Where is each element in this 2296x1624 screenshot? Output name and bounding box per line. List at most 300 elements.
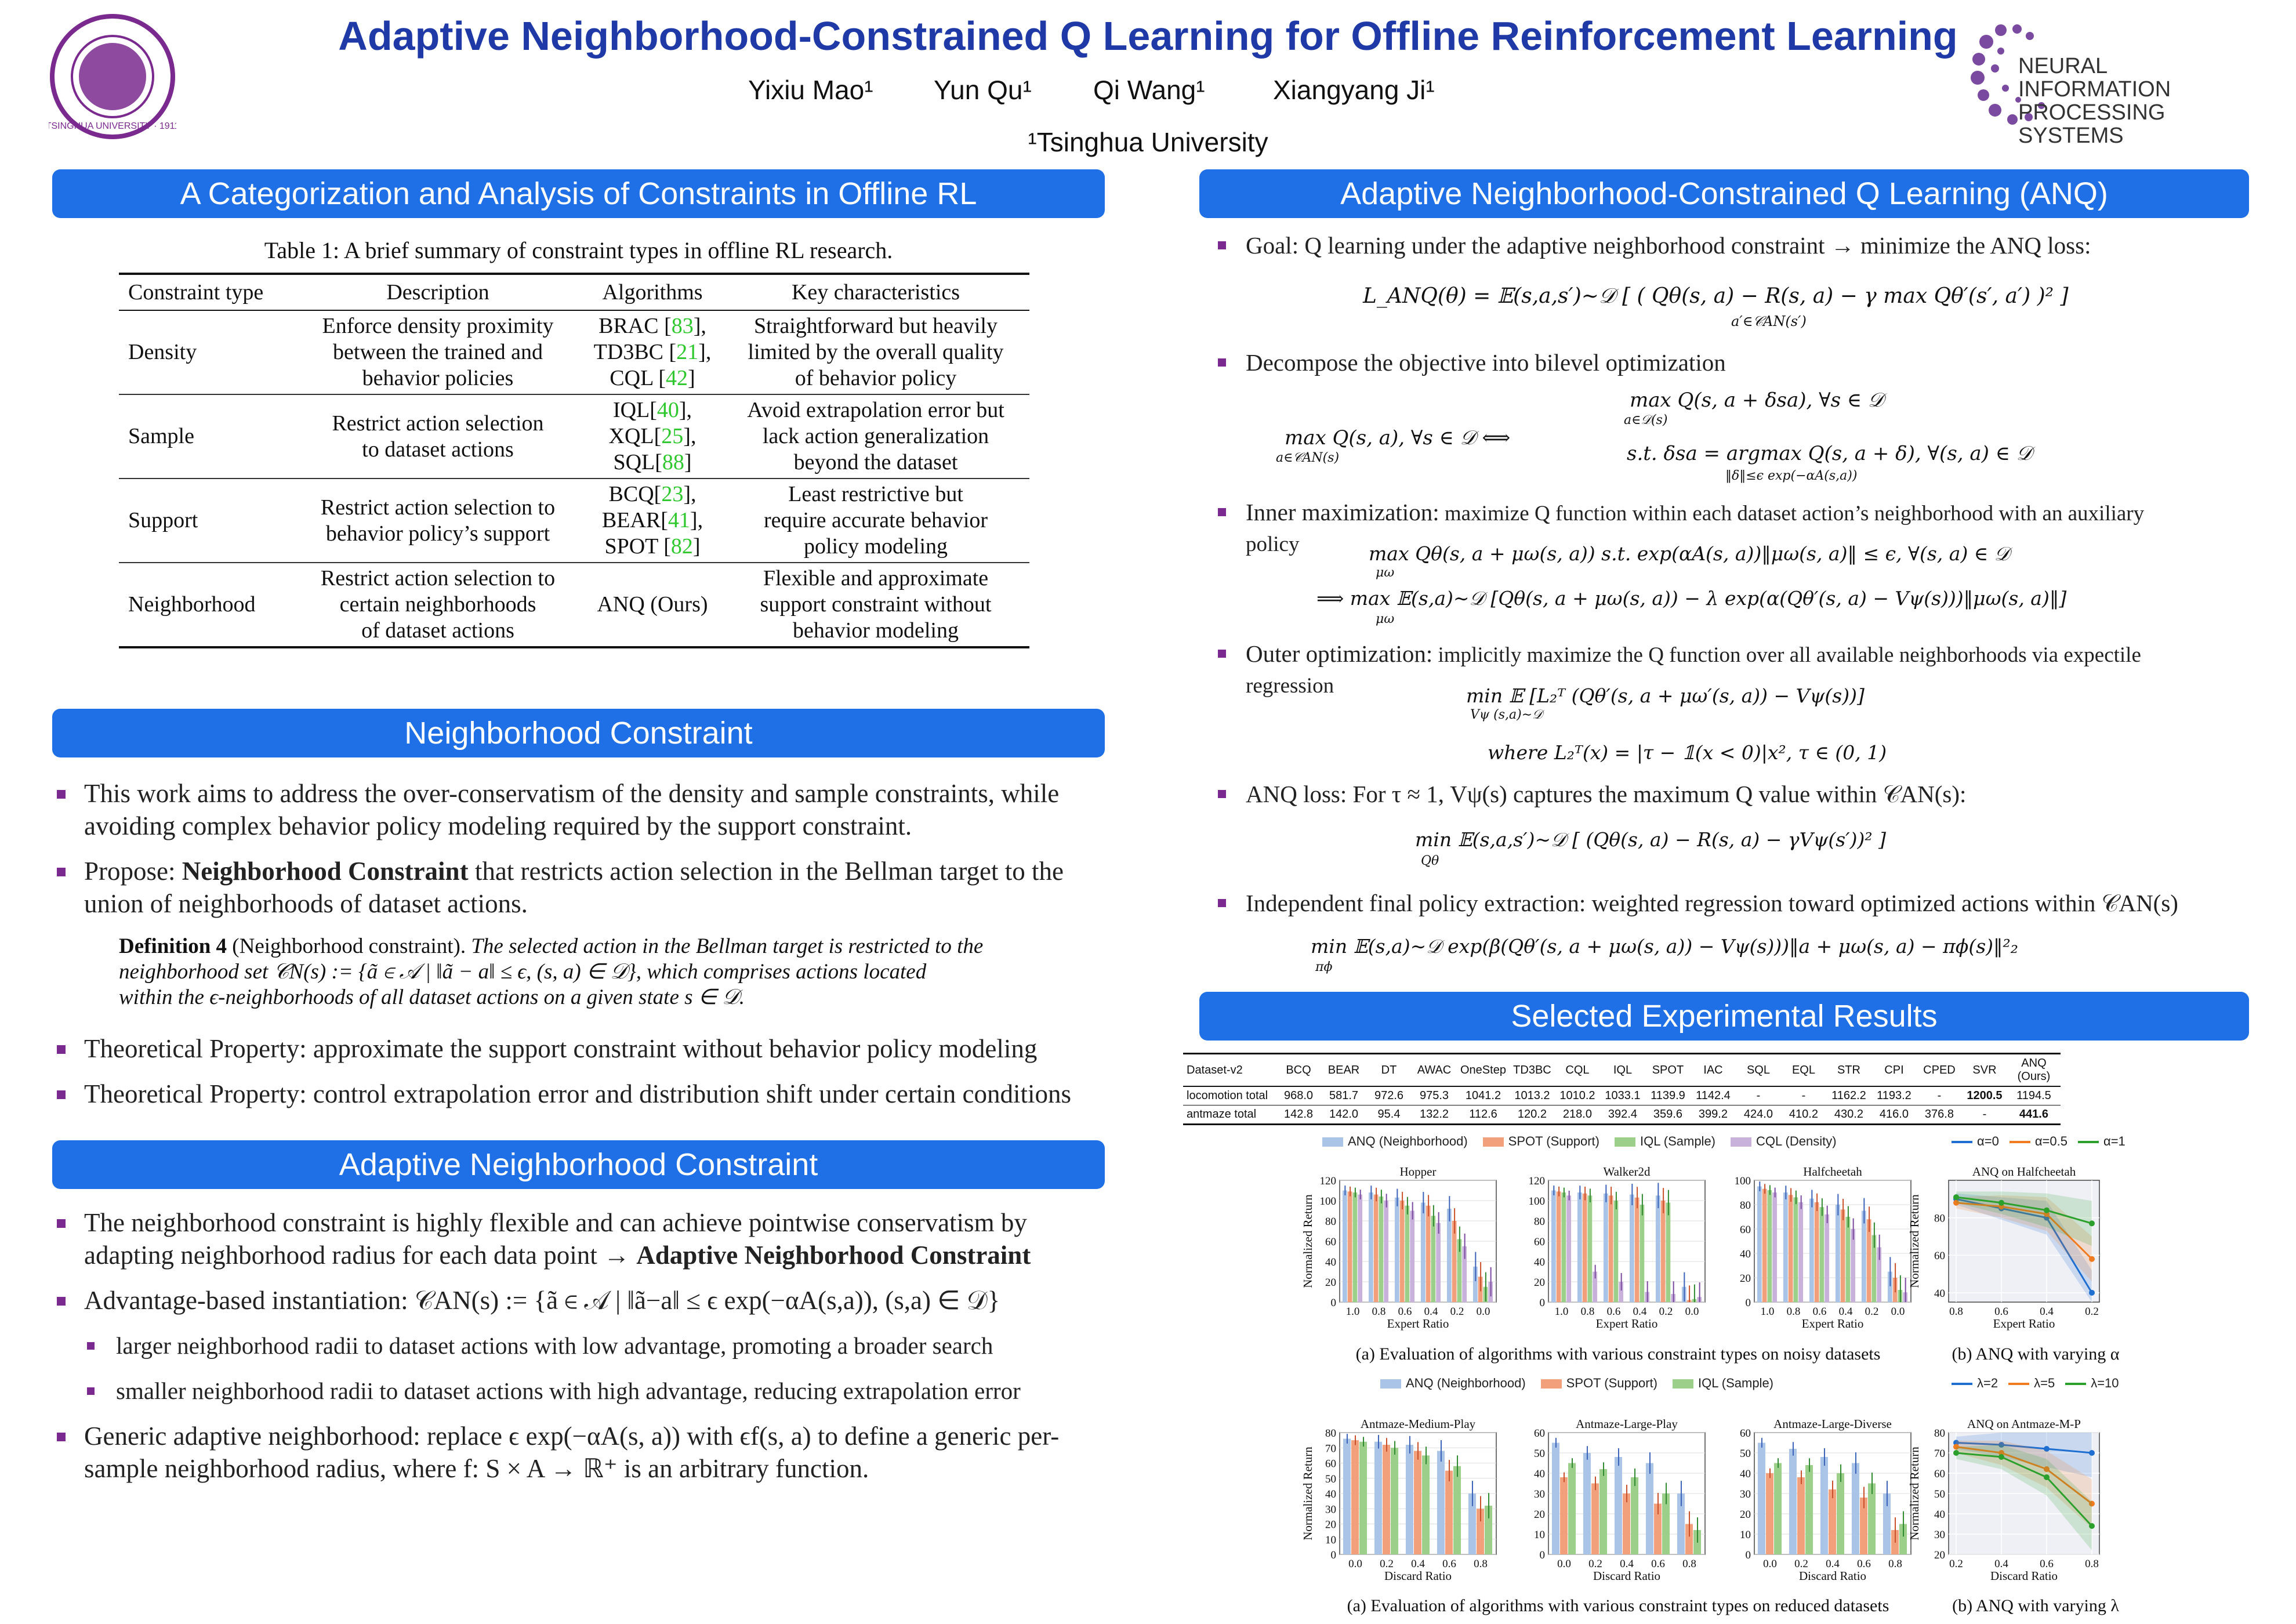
bar [1374,1442,1382,1554]
table1-alg-line [592,339,713,365]
bar [1374,1195,1379,1303]
bar [1369,1192,1373,1302]
table1-row [119,394,1029,478]
bar [1825,1215,1829,1302]
bar [1666,1203,1671,1303]
inner-text: maximize Q function within each dataset action’s neighborhood with an auxiliary [1439,502,2145,525]
bar [1852,1463,1859,1555]
table2-cell: 1200.5 [1962,1086,2007,1105]
y-tick-label: 50 [1325,1473,1336,1485]
table1-alg-cite[interactable]: 83 [671,314,694,338]
bar [1757,1187,1762,1303]
x-tick-label: 0.0 [1763,1558,1777,1570]
bar [1862,1211,1866,1303]
eq-anq-goal: L_ANQ(θ) = 𝔼(s,a,s′)∼𝒟 [ ( Qθ(s, a) − R(s, a) − γ max Qθ′(s′, a′) )² ] [1363,284,2069,308]
bar [1348,1191,1352,1302]
legend2-spot-label: SPOT (Support) [1566,1376,1657,1390]
table2-row [1183,1105,2061,1125]
table1-key-line: support constraint without [760,592,992,617]
bar [1447,1209,1452,1302]
x-axis-label: Expert Ratio [1387,1317,1449,1331]
bar [1762,1189,1767,1302]
bar [1410,1211,1414,1303]
chart-title: Antmaze-Large-Diverse [1773,1417,1892,1431]
table1-header-algs: Algorithms [583,274,722,310]
bar [1789,1195,1793,1302]
author-4: Xiangyang Ji¹ [1273,75,1435,105]
y-tick-label: 120 [1319,1175,1336,1187]
table1-alg-cite[interactable]: 42 [666,366,688,390]
table1-cell-type: Support [119,478,293,563]
table1-desc-line: of dataset actions [361,618,514,643]
table2-cell: 376.8 [1917,1105,1962,1125]
bar [1809,1199,1814,1303]
bar [1820,1457,1828,1554]
table2-cell: 132.2 [1412,1105,1457,1125]
x-tick-label: 0.2 [1450,1306,1464,1318]
table2-cell: 218.0 [1555,1105,1600,1125]
eq-bilevel-st: s.t. δsa = argmax Q(s, a + δ), ∀(s, a) ∈ 𝒟 [1627,442,2032,465]
nc-bullet-2-pre: Propose: [84,857,182,886]
table1-row [119,563,1029,647]
eq-anq-loss-sub: Qθ [1421,854,1439,868]
table2-cell: 975.3 [1412,1086,1457,1105]
bar [1551,1191,1556,1303]
definition-text-3: within the ϵ-neighborhoods of all dataset actions on a given state s ∈ 𝒟. [119,985,745,1009]
chart-row-noisy [1287,1157,2146,1343]
outer-text-2: regression [1246,674,1334,698]
bar-chart [1301,1165,1496,1331]
table1-alg-name: BRAC [ [599,314,672,338]
table1-alg-suffix: ], [693,314,706,338]
table1-alg-cite[interactable]: 88 [662,450,684,474]
y-tick-label: 30 [1325,1503,1336,1516]
table2-header: OneStep [1457,1054,1510,1087]
data-point [2089,1523,2095,1529]
bar [1774,1463,1782,1555]
x-axis-label: Discard Ratio [1990,1569,2058,1583]
chart-title: ANQ on Antmaze-M-P [1967,1417,2081,1431]
table2-header: SVR [1962,1054,2007,1087]
table1-alg-name: CQL [ [610,366,666,390]
data-point [1953,1450,1959,1456]
author-1: Yixiu Mao¹ [748,75,873,105]
x-tick-label: 0.6 [1857,1558,1871,1570]
bar [1351,1440,1359,1554]
table1-alg-name: BEAR[ [601,508,668,532]
table2-cell: 392.4 [1600,1105,1645,1125]
x-tick-label: 1.0 [1554,1306,1569,1318]
table1-alg-line [592,507,713,534]
line-chart [1907,1417,2099,1583]
x-axis-label: Expert Ratio [1801,1317,1864,1331]
bar [1343,1191,1347,1303]
table1-desc-line: Enforce density proximity [322,314,554,338]
table2-cell: 441.6 [2007,1105,2061,1125]
table2-cell: 410.2 [1781,1105,1826,1125]
x-tick-label: 0.2 [1659,1306,1673,1318]
bar-chart [1529,1165,1706,1331]
y-axis-label: Normalized Return [1907,1447,1921,1540]
bar [1604,1194,1608,1302]
bar [1783,1192,1788,1302]
chart-title: Antmaze-Medium-Play [1360,1417,1476,1431]
bar [1406,1445,1413,1554]
bar [1414,1451,1421,1555]
table2-header: SPOT [1645,1054,1691,1087]
table1-cell-type: Neighborhood [119,563,293,647]
y-tick-label: 0 [1330,1297,1336,1309]
bar [1422,1455,1430,1554]
y-tick-label: 30 [1934,1529,1945,1541]
table1-cell-key [722,394,1029,478]
legend-lambda-10 [2065,1376,2119,1391]
table1-alg-cite[interactable]: 40 [656,398,679,422]
table2-cell: locomotion total [1183,1086,1276,1105]
legend-lambda-2-label: λ=2 [1977,1376,1998,1390]
table1-alg-line [592,423,713,449]
eq-bilevel-top-sub: a∈𝒟(s) [1624,413,1668,427]
bar [1829,1489,1836,1554]
x-tick-label: 0.6 [1442,1558,1456,1570]
anc-bullet-3: Generic adaptive neighborhood: replace ϵ exp(−αA(s, a)) with ϵf(s, a) to define a generic per-sample neighborhood radius, where f: S × A → ℝ⁺ is an arbitrary function. [52,1420,1113,1485]
table1-alg-suffix: ], [683,424,697,448]
y-tick-label: 30 [1534,1488,1545,1500]
caption-noisy-b: (b) ANQ with varying α [1952,1344,2120,1364]
table2-cell: 581.7 [1321,1086,1366,1105]
anq-loss-text: ANQ loss: For τ ≈ 1, Vψ(s) captures the maximum Q value within 𝒞AN(s): [1246,781,1967,807]
legend-spot [1483,1134,1599,1149]
bar [1789,1449,1797,1554]
y-tick-label: 60 [1740,1427,1751,1440]
bar [1383,1445,1390,1554]
bar [1421,1203,1426,1303]
plot-frame [1754,1180,1911,1302]
table1-alg-name: TD3BC [ [593,340,677,364]
legend-cql [1731,1134,1837,1149]
y-tick-label: 20 [1534,1277,1545,1289]
eq-bilevel-top: max Q(s, a + δsa), ∀s ∈ 𝒟 [1630,389,1884,412]
bar [1635,1198,1640,1302]
y-tick-label: 40 [1534,1256,1545,1268]
table1-alg-line [592,449,713,476]
bar [1436,1223,1441,1303]
table1-key-line: Least restrictive but [788,482,963,506]
bar [1568,1463,1576,1555]
bar [1846,1217,1851,1302]
extraction-bullet [1218,889,2262,918]
neurips-logo-line2: PROCESSING SYSTEMS [2018,100,2166,148]
data-point [2044,1208,2050,1213]
eq-inner-sub-1: μω [1376,566,1395,580]
table1-alg-line [592,313,713,339]
legend2-spot [1541,1376,1657,1391]
y-tick-label: 10 [1740,1529,1751,1541]
legend-anq-label: ANQ (Neighborhood) [1348,1134,1468,1148]
y-tick-label: 20 [1325,1518,1336,1531]
table1-cell-desc [293,394,583,478]
bar [1766,1473,1773,1554]
legend-row-2 [1380,1376,1773,1391]
table2-header: Dataset-v2 [1183,1054,1276,1087]
table2-header: SQL [1736,1054,1781,1087]
legend-alpha-05 [2010,1134,2068,1149]
neighborhood-bullets-2 [52,1032,1113,1123]
table2-row [1183,1086,2061,1105]
table1-alg-line [592,534,713,560]
x-axis-label: Discard Ratio [1593,1569,1661,1583]
outer-label: Outer optimization: [1246,640,1433,667]
table1-cell-key [722,478,1029,563]
table1-caption: Table 1: A brief summary of constraint types in offline RL research. [264,237,893,263]
bar [1359,1442,1367,1554]
definition-text-2: neighborhood set 𝒞N(s) := {ã ∈ 𝒜 | ‖ã − a‖ ≤ ϵ, (s, a) ∈ 𝒟}, which comprises actions located [119,960,927,984]
nc-bullet-3: Theoretical Property: approximate the support constraint without behavior policy modeling [52,1032,1113,1065]
table1-alg-cite[interactable]: 25 [661,424,684,448]
y-tick-label: 20 [1534,1509,1545,1521]
bar [1640,1205,1645,1302]
table1-desc-line: to dataset actions [362,437,514,462]
y-axis-label: Normalized Return [1301,1194,1315,1288]
definition-4 [119,934,1105,1010]
definition-text-1: The selected action in the Bellman target is restricted to the [466,934,984,958]
table1-alg-line [592,592,713,618]
bar [1851,1229,1855,1302]
y-tick-label: 40 [1325,1488,1336,1500]
y-tick-label: 60 [1325,1458,1336,1470]
legend-iql [1615,1134,1715,1149]
bar [1794,1197,1798,1302]
table2-header: ANQ (Ours) [2007,1054,2061,1087]
table1-alg-name: BCQ[ [608,482,662,506]
table1-desc-line: certain neighborhoods [339,592,536,617]
bar [1566,1195,1571,1302]
table1-alg-suffix: ] [688,366,695,390]
legend-alpha [1952,1134,2125,1149]
anq-goal-text: Goal: Q learning under the adaptive neighborhood constraint → minimize the ANQ loss: [1246,232,2091,259]
x-tick-label: 0.4 [1620,1558,1634,1570]
y-axis-label: Normalized Return [1907,1194,1921,1288]
bar [1599,1469,1607,1554]
eq-anq-loss: min 𝔼(s,a,s′)∼𝒟 [ (Qθ(s, a) − R(s, a) − γVψ(s′))² ] [1415,828,1887,851]
x-tick-label: 0.4 [1994,1558,2008,1570]
table2-cell: 1139.9 [1645,1086,1691,1105]
anc-sub-1: larger neighborhood radii to dataset actions with low advantage, promoting a broader search [52,1329,1113,1362]
table2-cell: - [1917,1086,1962,1105]
bar [1630,1195,1634,1303]
table2-cell: 142.0 [1321,1105,1366,1125]
x-tick-label: 0.8 [1786,1306,1801,1318]
legend-iql-label: IQL (Sample) [1640,1134,1716,1148]
table1-cell-algs [583,310,722,394]
bar [1768,1190,1772,1302]
y-tick-label: 80 [1325,1427,1336,1440]
bar [1379,1197,1384,1302]
table1-alg-cite[interactable]: 23 [661,482,684,506]
x-tick-label: 0.8 [1682,1558,1696,1570]
x-tick-label: 0.4 [2040,1306,2054,1318]
bar [1797,1477,1805,1554]
x-tick-label: 0.4 [1838,1306,1853,1318]
table1-desc-line: Restrict action selection [332,411,544,436]
eq-inner-2: ⟹ max 𝔼(s,a)∼𝒟 [Qθ(s, a + μω(s, a)) − λ exp(α(Qθ′(s, a) − Vψ(s)))‖μω(s, a)‖] [1316,587,2067,610]
y-tick-label: 20 [1934,1549,1945,1561]
decompose-bullet [1218,348,2262,377]
table1-alg-cite[interactable]: 41 [668,508,690,532]
table1-key-line: limited by the overall quality [748,340,1004,364]
nc-bullet-4: Theoretical Property: control extrapolation error and distribution shift under certain conditions [52,1078,1113,1110]
bar [1656,1195,1660,1302]
table1 [119,273,1029,648]
eq-bilevel-left: max Q(s, a), ∀s ∈ 𝒟 ⟺ [1285,426,1511,449]
y-axis-label: Normalized Return [1301,1447,1315,1540]
x-tick-label: 0.8 [1949,1306,1963,1318]
table2-cell: - [1736,1086,1781,1105]
table1-alg-suffix: ] [684,450,692,474]
table1-alg-name: IQL[ [612,398,657,422]
table2-header: DT [1366,1054,1412,1087]
data-point [2089,1220,2095,1226]
bar [1588,1195,1593,1302]
table2-cell: 430.2 [1826,1105,1871,1125]
y-tick-label: 100 [1528,1195,1545,1208]
table2-cell: antmaze total [1183,1105,1276,1125]
bar [1646,1463,1653,1555]
chart-row-reduced [1287,1398,2146,1595]
table2-cell: 120.2 [1510,1105,1555,1125]
neurips-logo [1960,13,2262,148]
anc-bullet-2: Advantage-based instantiation: 𝒞AN(s) := {ã ∈ 𝒜 | ‖ã−a‖ ≤ ϵ exp(−αA(s,a)), (s,a) ∈ 𝒟} [52,1284,1113,1317]
y-tick-label: 80 [1934,1212,1945,1225]
y-tick-label: 40 [1534,1468,1545,1480]
nc-bullet-2 [52,855,1113,920]
bar [1609,1195,1613,1302]
section-title-anq: Adaptive Neighborhood-Constrained Q Learning (ANQ) [1199,169,2249,218]
bar [1837,1473,1844,1554]
table1-key-line: of behavior policy [795,366,957,390]
table1-alg-line [592,397,713,423]
legend-row-1 [1322,1134,1837,1149]
eq-inner-1: max Qθ(s, a + μω(s, a)) s.t. exp(αA(s, a))‖μω(s, a)‖ ≤ ϵ, ∀(s, a) ∈ 𝒟 [1369,542,2010,565]
section-title-neighborhood: Neighborhood Constraint [52,709,1105,757]
bar [1591,1484,1599,1555]
table1-alg-suffix: ], [698,340,712,364]
table1-cell-type: Density [119,310,293,394]
table2-header: BEAR [1321,1054,1366,1087]
y-tick-label: 0 [1330,1549,1336,1561]
x-tick-label: 0.4 [1411,1558,1425,1570]
table1-cell-algs [583,563,722,647]
y-tick-label: 60 [1740,1224,1751,1236]
legend-lambda [1952,1376,2119,1391]
table1-key-line: Straightforward but heavily [753,314,998,338]
table2-cell: 1013.2 [1510,1086,1555,1105]
legend-spot-label: SPOT (Support) [1508,1134,1599,1148]
table2-cell: 1142.4 [1691,1086,1736,1105]
legend-lambda-5 [2008,1376,2055,1391]
x-tick-label: 0.8 [1580,1306,1595,1318]
y-tick-label: 120 [1528,1175,1545,1187]
table1-cell-algs [583,394,722,478]
table1-desc-line: Restrict action selection to [320,495,556,520]
data-point [2089,1256,2095,1262]
definition-label: Definition 4 [119,934,227,958]
x-tick-label: 0.0 [1476,1306,1490,1318]
table1-alg-cite[interactable]: 82 [670,534,693,559]
x-tick-label: 1.0 [1345,1306,1360,1318]
table2-cell: 1010.2 [1555,1086,1600,1105]
eq-extraction: min 𝔼(s,a)∼𝒟 exp(β(Qθ′(s, a + μω(s, a)) − Vψ(s)))‖a + μω(s, a) − πϕ(s)‖²₂ [1311,935,2018,958]
x-tick-label: 0.2 [1794,1558,1808,1570]
table1-header-type: Constraint type [119,274,293,310]
table1-key-line: Avoid extrapolation error but [747,398,1004,422]
eq-bilevel-left-sub: a∈𝒞AN(s) [1276,451,1340,465]
inner-label: Inner maximization: [1246,499,1439,525]
table2-cell: 1033.1 [1600,1086,1645,1105]
table2-cell: - [1781,1086,1826,1105]
nc-bullet-1: This work aims to address the over-conservatism of the density and sample constraints, while avoiding complex behavior policy modeling required by the support constraint. [52,777,1113,842]
bar [1805,1465,1813,1554]
table2-header: CQL [1555,1054,1600,1087]
table1-header-desc: Description [293,274,583,310]
bar-chart [1735,1165,1911,1331]
x-tick-label: 0.4 [1424,1306,1438,1318]
table1-key-line: lack action generalization [762,424,989,448]
y-tick-label: 80 [1934,1427,1945,1440]
eq-bilevel-st-sub: ‖δ‖≤ϵ exp(−αA(s,a)) [1725,469,1858,483]
legend-alpha-0 [1952,1134,1999,1149]
bar [1583,1453,1591,1554]
y-tick-label: 10 [1325,1534,1336,1546]
y-tick-label: 20 [1325,1277,1336,1289]
y-tick-label: 80 [1325,1216,1336,1228]
anq-loss-bullet [1218,780,2262,809]
table1-alg-cite[interactable]: 21 [676,340,699,364]
table2-cell: 359.6 [1645,1105,1691,1125]
y-tick-label: 0 [1745,1549,1751,1561]
chart-title: ANQ on Halfcheetah [1972,1165,2076,1179]
section-title-adaptive: Adaptive Neighborhood Constraint [52,1140,1105,1189]
bar [1772,1192,1777,1302]
table2-header: CPI [1871,1054,1917,1087]
bar [1445,1471,1453,1554]
y-tick-label: 20 [1740,1273,1751,1285]
bar [1353,1192,1358,1302]
bar [1758,1443,1765,1555]
data-point [2089,1450,2095,1456]
x-tick-label: 0.2 [1380,1558,1394,1570]
y-tick-label: 0 [1539,1549,1545,1561]
table1-cell-desc [293,310,583,394]
x-tick-label: 0.4 [1633,1306,1647,1318]
y-tick-label: 40 [1740,1248,1751,1260]
legend-lambda-5-label: λ=5 [2034,1376,2055,1390]
bar [1395,1198,1399,1302]
x-tick-label: 0.0 [1891,1306,1905,1318]
table1-alg-suffix: ], [679,398,692,422]
chart-title: Antmaze-Large-Play [1576,1417,1678,1431]
caption-reduced-a: (a) Evaluation of algorithms with various constraint types on reduced datasets [1347,1596,1889,1615]
y-tick-label: 60 [1934,1468,1945,1480]
poster-title: Adaptive Neighborhood-Constrained Q Learning for Offline Reinforcement Learning [338,13,1958,59]
affiliation: ¹Tsinghua University [1028,127,1268,157]
table1-row [119,478,1029,563]
x-tick-label: 0.6 [1812,1306,1827,1318]
y-tick-label: 60 [1534,1236,1545,1248]
chart-title: Hopper [1399,1165,1437,1179]
bar [1836,1205,1840,1302]
bar [1631,1477,1638,1554]
